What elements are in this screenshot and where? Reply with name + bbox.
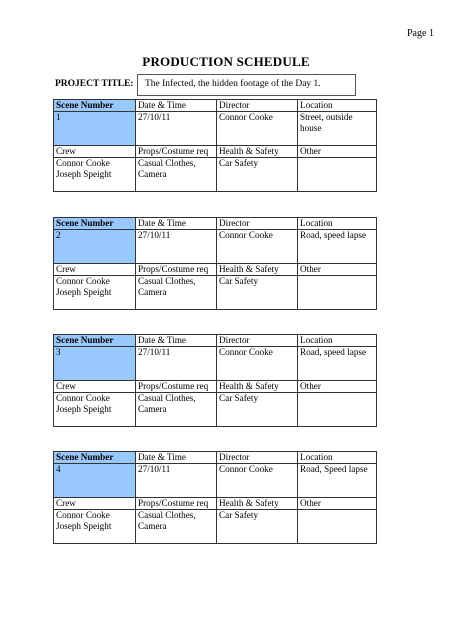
location-header: Location [298,452,376,464]
scene-number-value: 2 [56,230,61,240]
director-value: Connor Cooke [219,464,273,474]
props-value: Casual Clothes, Camera [138,158,196,179]
health-header: Health & Safety [217,498,297,510]
health-value: Car Safety [219,158,259,168]
date-value: 27/10/11 [138,112,171,122]
date-time-header: Date & Time [136,100,216,112]
crew-member: Connor Cooke [56,510,110,520]
other-header: Other [298,146,376,158]
health-header: Health & Safety [217,264,297,276]
other-header: Other [298,381,376,393]
props-value: Casual Clothes, Camera [138,510,196,531]
project-title-field[interactable]: The Infected, the hidden footage of the Day 1. [137,74,356,96]
other-cell [298,146,377,192]
props-cell [136,146,217,192]
crew-cell [54,264,136,310]
health-header: Health & Safety [217,146,297,158]
date-time-header: Date & Time [136,452,216,464]
scene-number-value: 4 [56,464,61,474]
director-header: Director [217,335,297,347]
crew-member: Joseph Speight [56,521,112,531]
location-cell [298,100,377,146]
scene-table-3 [53,334,377,427]
location-value: Road, speed lapse [300,230,367,240]
project-title-label: PROJECT TITLE: [55,79,134,89]
health-value: Car Safety [219,510,259,520]
director-value: Connor Cooke [219,112,273,122]
props-header: Props/Costume req [136,381,216,393]
scene-number-header: Scene Number [54,335,135,347]
health-value: Car Safety [219,393,259,403]
scene-number-value: 1 [56,112,61,122]
date-cell [136,218,217,264]
location-cell [298,218,377,264]
other-header: Other [298,264,376,276]
scene-number-cell [54,100,136,146]
date-time-header: Date & Time [136,335,216,347]
scene-number-cell [54,452,136,498]
scene-number-cell [54,335,136,381]
props-header: Props/Costume req [136,498,216,510]
crew-header: Crew [54,498,135,510]
crew-member: Joseph Speight [56,404,112,414]
location-value: Road, Speed lapse [300,464,368,474]
date-value: 27/10/11 [138,347,171,357]
location-header: Location [298,335,376,347]
scene-number-header: Scene Number [54,218,135,230]
date-cell [136,335,217,381]
props-value: Casual Clothes, Camera [138,393,196,414]
director-header: Director [217,218,297,230]
props-cell [136,381,217,427]
director-cell [217,335,298,381]
health-cell [217,498,298,544]
scene-number-cell [54,218,136,264]
crew-header: Crew [54,146,135,158]
crew-member: Joseph Speight [56,287,112,297]
scene-table-2 [53,217,377,310]
director-cell [217,452,298,498]
director-cell [217,100,298,146]
other-header: Other [298,498,376,510]
scene-table-1 [53,99,377,192]
location-header: Location [298,218,376,230]
crew-cell [54,381,136,427]
health-cell [217,146,298,192]
crew-cell [54,146,136,192]
location-header: Location [298,100,376,112]
date-value: 27/10/11 [138,464,171,474]
health-cell [217,381,298,427]
crew-header: Crew [54,381,135,393]
director-value: Connor Cooke [219,230,273,240]
crew-member: Joseph Speight [56,169,112,179]
scene-number-header: Scene Number [54,100,135,112]
page-number: Page 1 [407,28,434,39]
health-cell [217,264,298,310]
props-cell [136,264,217,310]
scene-table-4 [53,451,377,544]
crew-header: Crew [54,264,135,276]
date-cell [136,452,217,498]
props-header: Props/Costume req [136,264,216,276]
director-cell [217,218,298,264]
scene-number-header: Scene Number [54,452,135,464]
location-value: Road, speed lapse [300,347,367,357]
other-cell [298,498,377,544]
location-cell [298,335,377,381]
date-cell [136,100,217,146]
location-value: Street, outside house [300,112,353,133]
health-value: Car Safety [219,276,259,286]
crew-cell [54,498,136,544]
props-cell [136,498,217,544]
other-cell [298,381,377,427]
crew-member: Connor Cooke [56,393,110,403]
scene-number-value: 3 [56,347,61,357]
health-header: Health & Safety [217,381,297,393]
date-value: 27/10/11 [138,230,171,240]
date-time-header: Date & Time [136,218,216,230]
director-header: Director [217,100,297,112]
crew-member: Connor Cooke [56,158,110,168]
document-title: PRODUCTION SCHEDULE [142,54,310,69]
props-value: Casual Clothes, Camera [138,276,196,297]
props-header: Props/Costume req [136,146,216,158]
location-cell [298,452,377,498]
other-cell [298,264,377,310]
director-value: Connor Cooke [219,347,273,357]
crew-member: Connor Cooke [56,276,110,286]
director-header: Director [217,452,297,464]
